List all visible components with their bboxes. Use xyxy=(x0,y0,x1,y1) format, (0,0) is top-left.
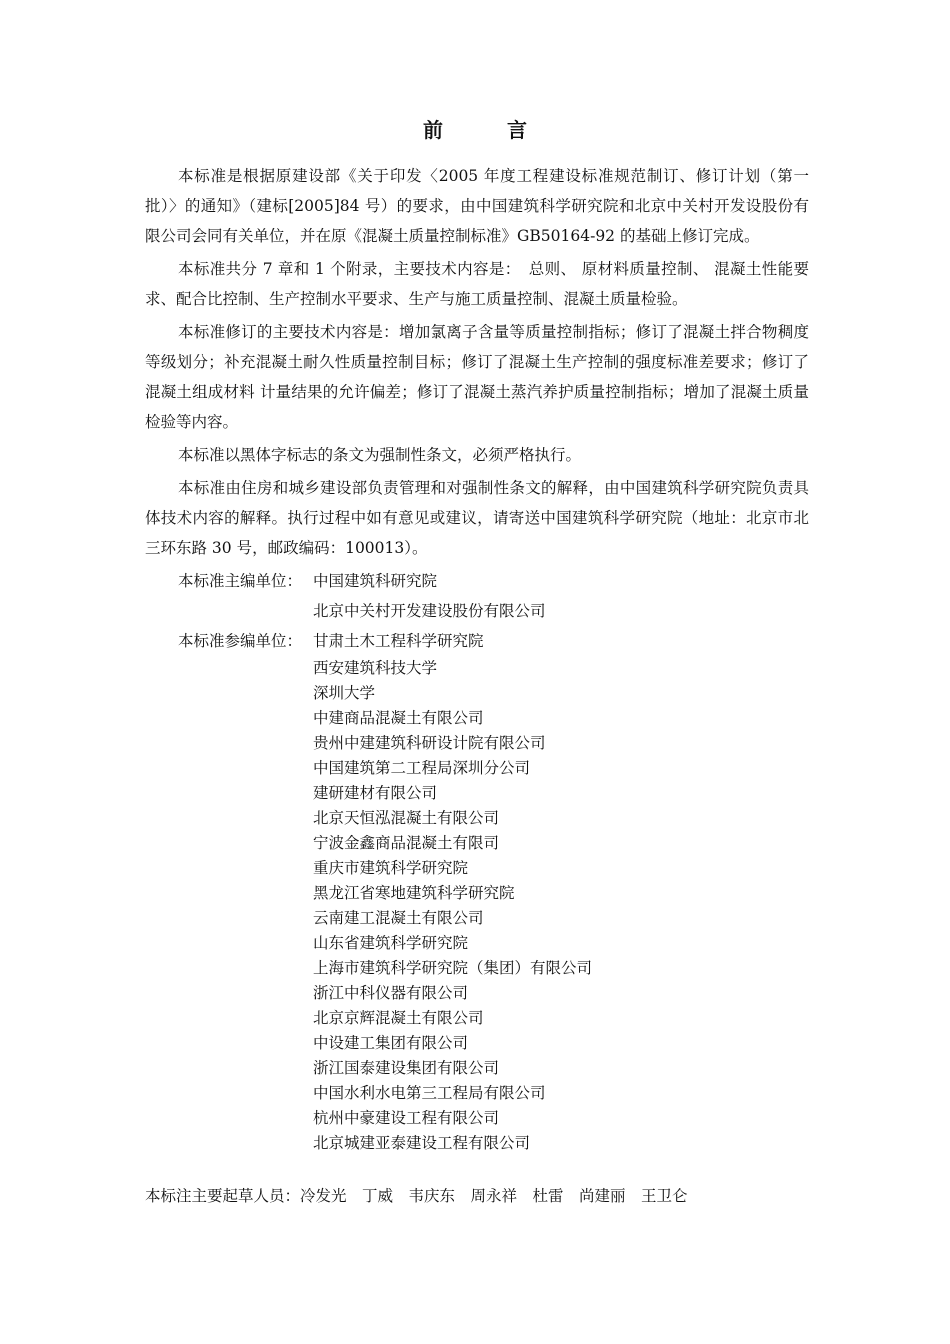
drafters-line xyxy=(145,1182,688,1210)
participating-unit-item: 中设建工集团有限公司 xyxy=(313,1034,469,1052)
drafters-label: 本标注主要起草人员： xyxy=(145,1187,301,1205)
chief-units-list xyxy=(313,566,546,626)
participating-unit-item: 云南建工混凝土有限公司 xyxy=(313,909,484,927)
participating-unit-item: 甘肃土木工程科学研究院 xyxy=(313,632,484,650)
paragraph-mandatory: 本标准以黑体字标志的条文为强制性条文，必须严格执行。 xyxy=(178,446,582,464)
participating-units-label: 本标准参编单位： xyxy=(178,632,303,650)
page-title: 前 言 xyxy=(423,118,549,142)
participating-unit-item: 黑龙江省寒地建筑科学研究院 xyxy=(313,884,515,902)
participating-unit-item: 重庆市建筑科学研究院 xyxy=(313,859,469,877)
chief-units-block xyxy=(145,566,809,626)
participating-unit-item: 杭州中豪建设工程有限公司 xyxy=(313,1109,500,1127)
participating-unit-item: 贵州中建建筑科研设计院有限公司 xyxy=(313,734,546,752)
chief-unit-item: 北京中关村开发建设股份有限公司 xyxy=(313,602,546,620)
chief-units-label: 本标准主编单位： xyxy=(178,572,303,590)
participating-unit-item: 中建商品混凝土有限公司 xyxy=(313,709,484,727)
drafters-names: 冷发光 丁威 韦庆东 周永祥 杜雷 尚建丽 王卫仑 xyxy=(300,1187,688,1205)
participating-unit-item: 北京城建亚泰建设工程有限公司 xyxy=(313,1134,531,1152)
paragraph-basis: 本标准是根据原建设部《关于印发〈2005 年度工程建设标准规范制订、修订计划（第一批）〉的通知》（建标[2005]84 号）的要求，由中国建筑科学研究院和北京中关村开发设股份有限公司会同有关单位，并在原《混凝土质量控制标准》GB50164-92 的基础上修订完成。 xyxy=(145,167,809,245)
participating-unit-item: 西安建筑科技大学 xyxy=(313,659,438,677)
participating-unit-item: 北京京辉混凝土有限公司 xyxy=(313,1009,484,1027)
participating-units-list xyxy=(313,626,592,1156)
paragraph-contents: 本标准共分 7 章和 1 个附录，主要技术内容是： 总则、 原材料质量控制、 混凝土性能要求、配合比控制、生产控制水平要求、生产与施工质量控制、混凝土质量检验。 xyxy=(145,260,809,308)
paragraph-management: 本标准由住房和城乡建设部负责管理和对强制性条文的解释，由中国建筑科学研究院负责具体技术内容的解释。执行过程中如有意见或建议，请寄送中国建筑科学研究院（地址：北京市北三环东路 30 号，邮政编码：100013）。 xyxy=(145,479,809,557)
participating-unit-item: 浙江国泰建设集团有限公司 xyxy=(313,1059,500,1077)
participating-unit-item: 上海市建筑科学研究院（集团）有限公司 xyxy=(313,959,593,977)
participating-units-block xyxy=(145,626,809,1156)
participating-unit-item: 山东省建筑科学研究院 xyxy=(313,934,469,952)
participating-unit-item: 深圳大学 xyxy=(313,684,376,702)
participating-unit-item: 浙江中科仪器有限公司 xyxy=(313,984,469,1002)
paragraph-revisions: 本标准修订的主要技术内容是：增加氯离子含量等质量控制指标；修订了混凝土拌合物稠度等级划分；补充混凝土耐久性质量控制目标；修订了混凝土生产控制的强度标准差要求；修订了混凝土组成材料 计量结果的允许偏差；修订了混凝土蒸汽养护质量控制指标；增加了混凝土质量检验等内容。 xyxy=(145,323,809,431)
participating-unit-item: 宁波金鑫商品混凝土有限司 xyxy=(313,834,500,852)
participating-unit-item: 中国水利水电第三工程局有限公司 xyxy=(313,1084,546,1102)
participating-unit-item: 建研建材有限公司 xyxy=(313,784,438,802)
document-body xyxy=(145,161,809,1156)
chief-unit-item: 中国建筑科研究院 xyxy=(313,572,438,590)
participating-unit-item: 北京天恒泓混凝土有限公司 xyxy=(313,809,500,827)
participating-unit-item: 中国建筑第二工程局深圳分公司 xyxy=(313,759,531,777)
